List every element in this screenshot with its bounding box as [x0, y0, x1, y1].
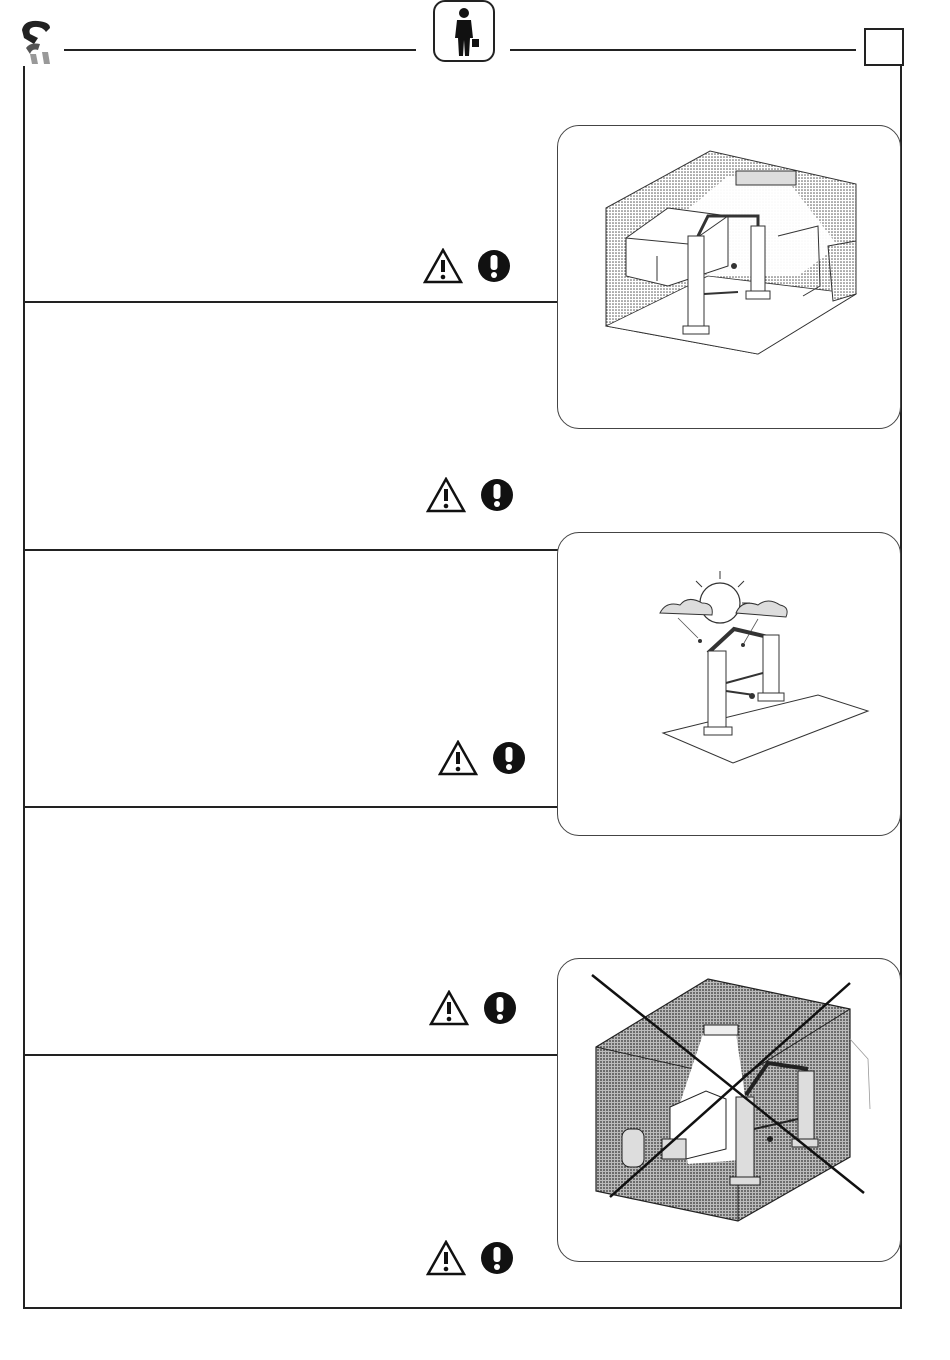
attention-exclamation-icon [480, 478, 514, 512]
section-divider-4 [23, 1054, 558, 1056]
header-rule-left [64, 49, 416, 51]
warning-triangle-icon [426, 1240, 466, 1276]
frame-left-border [23, 66, 25, 1309]
header-rule-right [510, 49, 856, 51]
operator-person-icon [435, 2, 493, 60]
warning-triangle-icon [438, 740, 478, 776]
warning-icons-section-3 [438, 740, 526, 776]
warning-icons-section-2 [426, 477, 514, 513]
illustration-panel-3 [557, 958, 901, 1262]
warning-icons-section-1 [423, 248, 511, 284]
section-divider-2 [23, 549, 558, 551]
warning-icons-section-5 [426, 1240, 514, 1276]
frame-bottom-border [23, 1307, 902, 1309]
illustration-panel-2 [557, 532, 901, 836]
attention-exclamation-icon [483, 991, 517, 1025]
page-number-box [864, 28, 904, 66]
indoor-lift-room-illustration [558, 126, 900, 428]
attention-exclamation-icon [480, 1241, 514, 1275]
warning-triangle-icon [429, 990, 469, 1026]
warning-triangle-icon [426, 477, 466, 513]
warning-icons-section-4 [429, 990, 517, 1026]
attention-exclamation-icon [492, 741, 526, 775]
prohibited-paint-booth-illustration [558, 959, 900, 1261]
brand-logo-icon [16, 18, 62, 68]
warning-triangle-icon [423, 248, 463, 284]
illustration-panel-1 [557, 125, 901, 429]
operator-badge [433, 0, 495, 62]
attention-exclamation-icon [477, 249, 511, 283]
section-divider-3 [23, 806, 558, 808]
section-divider-1 [23, 301, 558, 303]
outdoor-lift-weather-illustration [558, 533, 900, 835]
